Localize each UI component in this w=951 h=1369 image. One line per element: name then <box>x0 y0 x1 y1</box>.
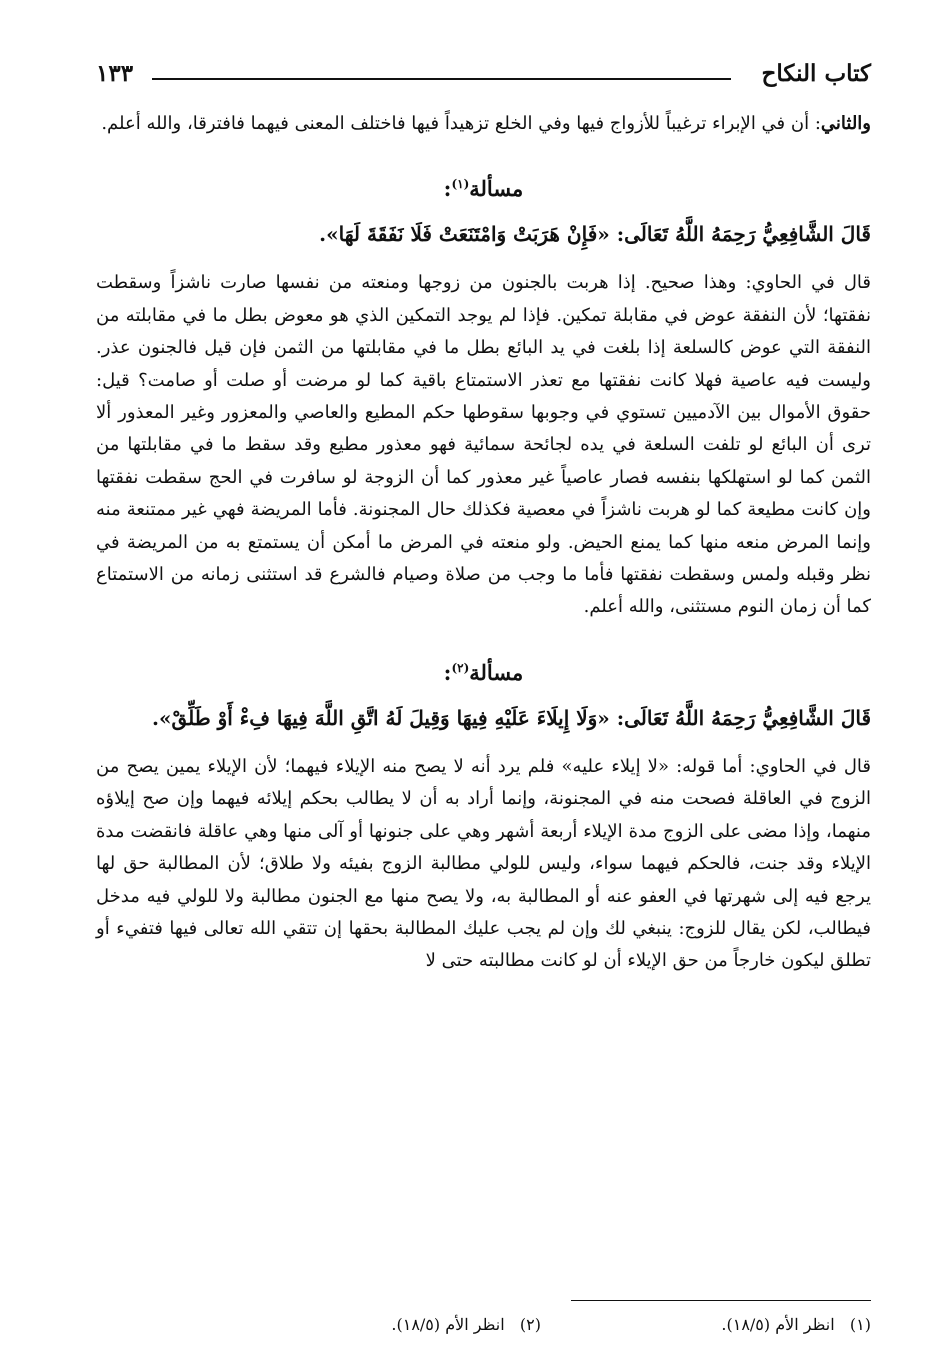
footnote-1-text: انظر الأم (١٨/٥). <box>721 1315 835 1334</box>
section-2-footnote-ref: (٢) <box>451 660 470 675</box>
intro-paragraph <box>96 108 871 140</box>
header-rule <box>152 78 731 80</box>
footnote-rule <box>571 1300 871 1301</box>
footnotes <box>96 1310 871 1344</box>
page-number: ١٣٣ <box>96 60 134 87</box>
footnote-2-num: (٢) <box>519 1315 541 1334</box>
book-title: كتاب النكاح <box>761 60 871 87</box>
section-2-heading-label: مسألة <box>469 659 524 685</box>
section-1-quote: قَالَ الشَّافِعِيُّ رَحِمَهُ اللَّهُ تَعَالَى: «فَإِنْ هَرَبَتْ وَامْتَنَعَتْ فَلَا نَفَقَةَ لَهَا». <box>319 222 871 247</box>
page-body <box>96 108 871 978</box>
running-header <box>96 52 871 96</box>
footnote-2-text: انظر الأم (١٨/٥). <box>391 1315 505 1334</box>
intro-lead: والثاني <box>820 113 871 134</box>
footnote-1-num: (١) <box>849 1315 871 1334</box>
section-2-heading <box>96 648 871 693</box>
section-1-footnote-ref: (١) <box>451 177 470 192</box>
footnote-1 <box>721 1310 871 1340</box>
section-1-heading <box>96 164 871 209</box>
intro-text: : أن في الإبراء ترغيباً للأزواج فيها وفي الخلع تزهيداً فيها فاختلف المعنى فيهما فافترقا، والله أعلم. <box>101 113 821 134</box>
footnote-2 <box>391 1310 541 1340</box>
section-1-heading-suffix: : <box>443 176 452 202</box>
section-2-heading-suffix: : <box>443 659 452 685</box>
section-2-quote: قَالَ الشَّافِعِيُّ رَحِمَهُ اللَّهُ تَعَالَى: «وَلَا إِيلَاءَ عَلَيْهِ فِيهَا وَقِيلَ لَهُ اتَّقِ اللَّهَ فِيهَا فِءْ أَوْ طَلِّقْ». <box>151 705 871 730</box>
section-2-paragraph: قال في الحاوي: أما قوله: «لا إيلاء عليه» فلم يرد أنه لا يصح منه الإيلاء فيهما؛ لأن الإيلاء يمين يصح من الزوج في العاقلة فصحت منه في المجنونة، وإنما أراد به أن لا يطالب بحكم إيلائه فيهما وإن صح إيلاؤه منهما، وإذا مضى على الزوج مدة الإيلاء أربعة أشهر وهي على جنونها أو آلى منها وهي عاقلة فانقضت مدة الإيلاء وقد جنت، فالحكم فيهما سواء، وليس للولي مطالبة الزوج بفيئه ولا طلاق؛ لأن المطالبة حق لها يرجع فيه إلى شهرتها في العفو عنه أو المطالبة به، ولا يصح منها مع الجنون مطالبة ولا للولي فيه مدخل فيطالب، لكن يقال للزوج: ينبغي لك وإن لم يجب عليك المطالبة بحقها إن تتقي الله تعالى فيها فتفيء أو تطلق ليكون خارجاً من حق الإيلاء أن لو كانت مطالبته حتى لا <box>96 755 871 972</box>
section-1-heading-label: مسألة <box>469 176 524 202</box>
section-1-paragraph: قال في الحاوي: وهذا صحيح. إذا هربت بالجنون من زوجها ومنعته من نفسها صارت ناشزاً وسقطت نفقتها؛ لأن النفقة عوض في مقابلة تمكين. فإذا لم يوجد التمكين الذي هو معوض بطل ما في مقابلته من النفقة التي عوض كالسلعة إذا بلغت في يد البائع بطل ما في مقابلتها من الثمن فإن قيل فالجنون عذر. وليست فيه عاصية فهلا كانت نفقتها مع تعذر الاستمتاع باقية كما لو مرضت أو صلت أو صامت؟ قيل: حقوق الأموال بين الآدميين تستوي في وجوبها سقوطها حكم المطيع والعاصي والمعزور وغير المعذور ألا ترى أن البائع لو تلفت السلعة في يده لجائحة سمائية فهو معذور مطيع وقد سقط ما في مقابلتها من الثمن كما لو استهلكها بنفسه فصار عاصياً غير معذور كما أن الزوجة لو سافرت في الحج سقطت نفقتها وإن كانت مطيعة كما لو هربت ناشزاً في معصية فكذلك حال المجنونة. فأما المريضة فهي غير ممتنعة منه وإنما المرض منعه منها كما يمنع الحيض. ولو منعته في المرض ما أمكن أن يستمتع به من المريضة في نظر وقبله ولمس وسقطت نفقتها فأما ما وجب من صلاة وصيام فالشرع قد استثنى زمانه من الاستمتاع كما أن زمان النوم مستثنى، والله أعلم. <box>96 272 871 618</box>
